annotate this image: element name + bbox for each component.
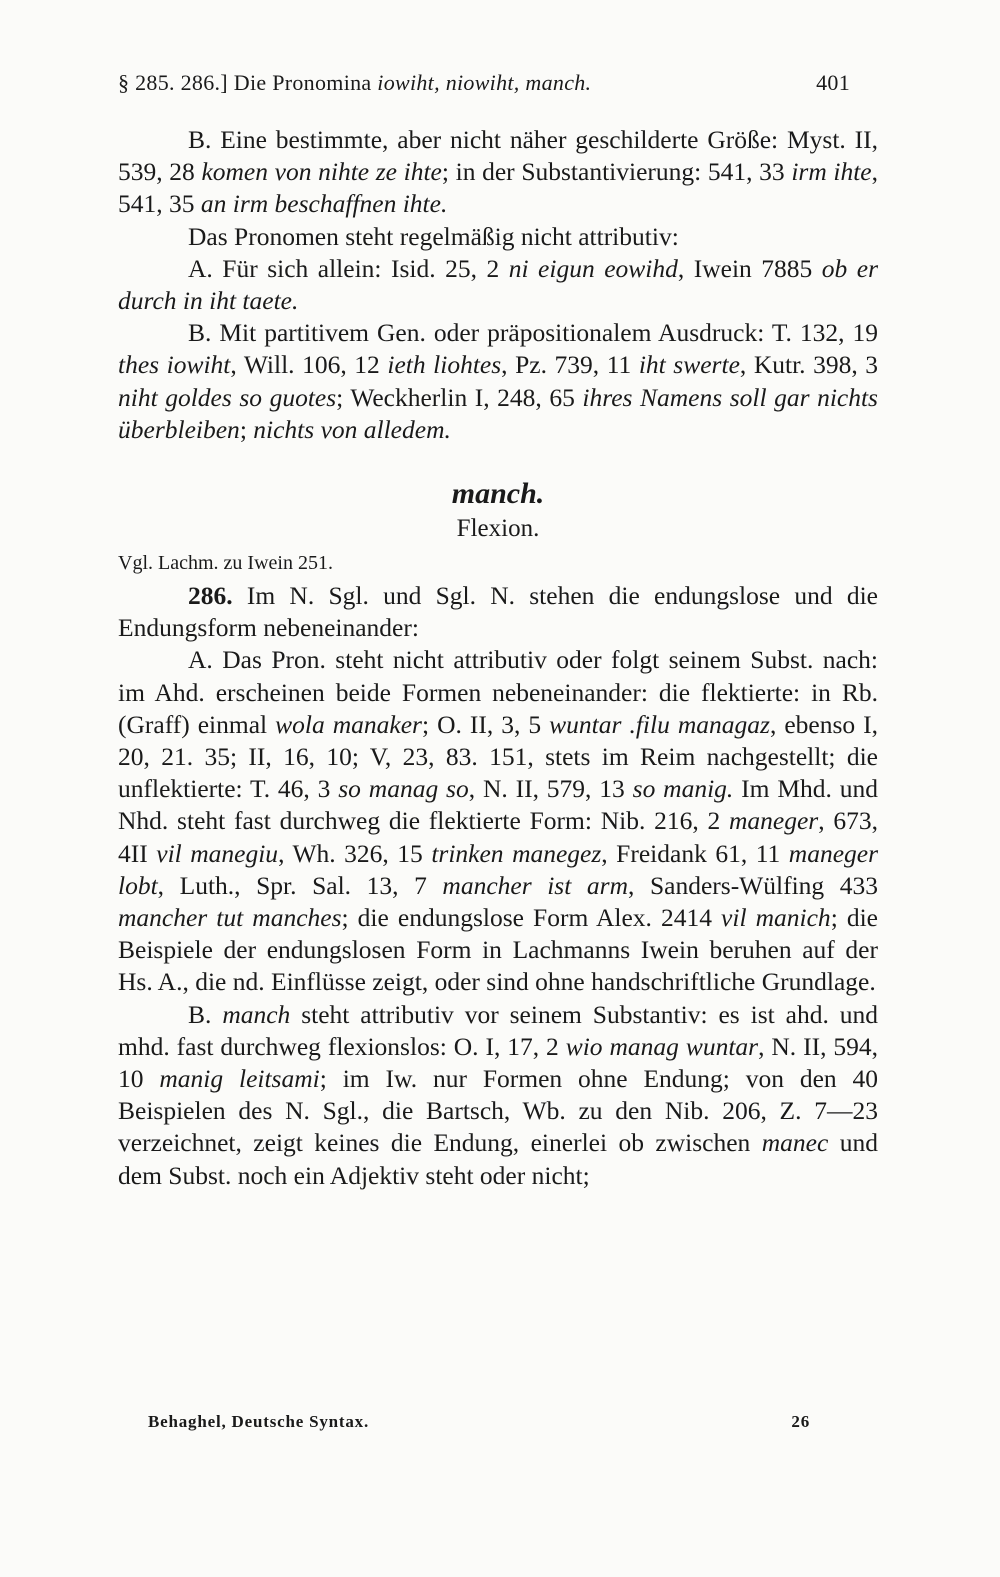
text-run: , Pz. 739, 11 bbox=[501, 350, 639, 380]
running-title bbox=[118, 70, 591, 96]
paragraph bbox=[118, 253, 878, 317]
italic-run: ihres Namens soll gar nichts überbleiben bbox=[118, 382, 878, 444]
paragraph bbox=[118, 644, 878, 998]
text-run: , Iwein 7885 bbox=[677, 253, 822, 283]
text-run: A. Das Pron. steht nicht attributiv oder folgt seinem Subst. nach: im Ahd. erscheinen beide Formen nebeneinander: die flektierte: in Rb. (Graff) einmal bbox=[118, 645, 878, 739]
italic-run: komen von nihte ze ihte bbox=[201, 157, 442, 187]
footer-source: Behaghel, Deutsche Syntax. bbox=[148, 1412, 370, 1431]
italic-run: trinken manegez bbox=[431, 838, 602, 868]
text-run: Im Mhd. und Nhd. steht fast durchweg die flektierte Form: Nib. 216, 2 bbox=[118, 774, 878, 836]
paragraph bbox=[118, 124, 878, 221]
text-run: ; bbox=[239, 414, 254, 444]
text-run: steht attributiv vor seinem Substantiv: es ist ahd. und mhd. fast durchweg flexionslos: O. I, 17, 2 bbox=[118, 999, 878, 1061]
text-run: B. Mit partitivem Gen. oder präpositionalem Ausdruck: T. 132, 19 bbox=[188, 318, 878, 348]
italic-run: vil manich bbox=[721, 903, 831, 933]
italic-run: thes iowiht bbox=[118, 350, 231, 380]
text-run: ; die Beispiele der endungslosen Form in Lachmanns Iwein beruhen auf der Hs. A., die nd. Einflüsse zeigt, oder sind ohne handschriftliche Grundlage. bbox=[118, 903, 878, 997]
italic-run: mancher tut manches bbox=[118, 903, 342, 933]
text-run: , N. II, 594, 10 bbox=[118, 1031, 879, 1094]
italic-run: ob er durch in iht taete. bbox=[118, 253, 879, 316]
paragraph bbox=[118, 580, 878, 644]
page-footer bbox=[148, 1412, 810, 1432]
text-run: , 541, 35 bbox=[118, 157, 879, 219]
italic-run: wola manaker bbox=[275, 709, 422, 739]
reference-note: Vgl. Lachm. zu Iwein 251. bbox=[118, 552, 333, 575]
italic-run: manec bbox=[761, 1128, 829, 1158]
section-reference: § 285. 286.] bbox=[118, 70, 228, 95]
text-run: , Will. 106, 12 bbox=[230, 350, 388, 380]
italic-run: wuntar .filu managaz bbox=[549, 709, 770, 739]
header-title-italic: iowiht, niowiht, manch. bbox=[377, 70, 592, 95]
italic-run: irm ihte bbox=[791, 157, 872, 187]
text-run: , Freidank 61, 11 bbox=[601, 838, 789, 868]
text-run: ; Weckherlin I, 248, 65 bbox=[336, 382, 583, 412]
running-header bbox=[118, 70, 850, 96]
italic-run: ni eigun eowihd bbox=[508, 253, 678, 283]
paragraph bbox=[118, 999, 878, 1192]
subsection-heading: Flexion. bbox=[456, 515, 540, 543]
sheet-signature: 26 bbox=[791, 1412, 810, 1431]
text-run: , N. II, 579, 13 bbox=[468, 774, 633, 804]
italic-run: manig leitsami bbox=[159, 1064, 320, 1094]
italic-run: iht swerte bbox=[638, 350, 740, 380]
text-run: , ebenso I, 20, 21. 35; II, 16, 10; V, 23, 83. 151, stets im Reim nachgestellt; die unflektierte: T. 46, 3 bbox=[118, 709, 879, 804]
text-run: und dem Subst. noch ein Adjektiv steht oder nicht; bbox=[118, 1128, 878, 1190]
paragraph bbox=[118, 221, 878, 253]
section-heading: manch. bbox=[451, 477, 545, 511]
italic-run: ieth liohtes bbox=[387, 350, 502, 380]
italic-run: nichts von alledem. bbox=[253, 414, 451, 444]
section-number: 286. bbox=[188, 581, 233, 611]
header-title: Die Pronomina bbox=[233, 70, 372, 95]
text-run: , Luth., Spr. Sal. 13, 7 bbox=[157, 870, 443, 900]
paragraph bbox=[118, 317, 878, 446]
italic-run: vil manegiu bbox=[156, 838, 279, 868]
italic-run: an irm beschaffnen ihte. bbox=[200, 189, 448, 219]
italic-run: maneger bbox=[729, 806, 819, 836]
italic-run: manch bbox=[222, 999, 291, 1029]
italic-run: niht goldes so guotes bbox=[118, 382, 337, 412]
page-number: 401 bbox=[816, 70, 850, 95]
text-run: B. bbox=[188, 999, 223, 1029]
text-run: , 673, 4II bbox=[118, 806, 878, 868]
text-run: , Sanders-Wülfing 433 bbox=[628, 870, 878, 900]
text-run: ; im Iw. nur Formen ohne Endung; von den 40 Beispielen des N. Sgl., die Bartsch, Wb. zu den Nib. 206, Z. 7—23 verzeichnet, zeigt keines die Endung, einerlei ob zwischen bbox=[118, 1064, 879, 1158]
text-run: ; in der Substantivierung: 541, 33 bbox=[441, 157, 792, 187]
text-run: ; O. II, 3, 5 bbox=[422, 709, 550, 739]
text-run: , Kutr. 398, 3 bbox=[739, 350, 879, 380]
italic-run: wio manag wuntar bbox=[565, 1031, 759, 1061]
text-run: Im N. Sgl. und Sgl. N. stehen die endungslose und die Endungsform nebeneinander: bbox=[118, 581, 878, 643]
italic-run: mancher ist arm bbox=[442, 870, 628, 900]
text-run: A. Für sich allein: Isid. 25, 2 bbox=[188, 253, 509, 283]
italic-run: so manig. bbox=[632, 774, 734, 804]
italic-run: maneger lobt bbox=[118, 838, 879, 900]
text-run: Das Pronomen steht regelmäßig nicht attributiv: bbox=[188, 221, 679, 251]
italic-run: so manag so bbox=[338, 774, 469, 804]
text-run: B. Eine bestimmte, aber nicht näher geschilderte Größe: Myst. II, 539, 28 bbox=[118, 125, 878, 187]
text-run: ; die endungslose Form Alex. 2414 bbox=[341, 903, 722, 933]
page-body bbox=[118, 124, 878, 1192]
text-run: , Wh. 326, 15 bbox=[278, 838, 432, 868]
